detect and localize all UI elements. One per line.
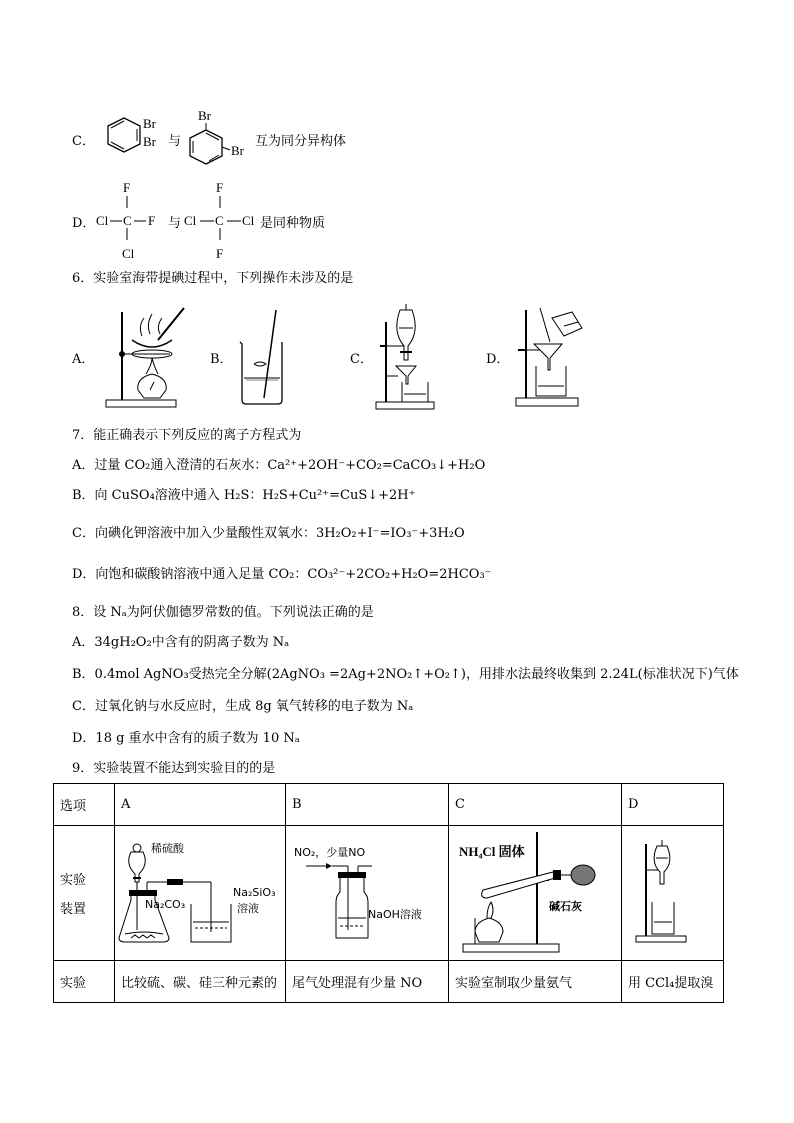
q7-option-b: B．向 CuSO₄溶液中通入 H₂S：H₂S+Cu²⁺=CuS↓+2H⁺ xyxy=(72,488,416,503)
row-label-line: 实验 xyxy=(60,873,87,888)
row-label-line: 装置 xyxy=(60,902,87,917)
table-header-cell: B xyxy=(286,784,449,826)
table-header-cell: D xyxy=(622,784,724,826)
q5-option-d xyxy=(72,178,492,262)
apparatus-d-cell xyxy=(622,826,724,961)
apparatus-c-diagram xyxy=(449,826,607,956)
table-cell: 实验室制取少量氨气 xyxy=(449,961,622,1003)
dibromobenzene-ortho-structure xyxy=(96,118,166,158)
svg-text:溶液: 溶液 xyxy=(237,902,259,915)
dichlorodifluoromethane-structure-2 xyxy=(184,178,264,262)
q5-d-connector: 与 xyxy=(168,216,182,231)
table-header-cell: C xyxy=(449,784,622,826)
apparatus-a-cell xyxy=(115,826,286,961)
svg-text:Cl: Cl xyxy=(184,213,197,228)
q9-stem: 9．实验装置不能达到实验目的的是 xyxy=(72,761,276,776)
option-label: D． xyxy=(72,216,96,231)
svg-text:Na₂SiO₃: Na₂SiO₃ xyxy=(233,886,276,899)
svg-text:F: F xyxy=(216,180,224,195)
beaker-with-stirring-rod xyxy=(236,308,288,408)
svg-text:Na₂CO₃: Na₂CO₃ xyxy=(145,898,186,911)
filtration-apparatus xyxy=(508,304,590,410)
apparatus-d-diagram xyxy=(622,826,712,956)
q6-option-c-label: C． xyxy=(350,352,373,367)
q6-option-d-label: D． xyxy=(486,352,510,367)
table-cell: 实验 xyxy=(54,961,115,1003)
table-cell: 用 CCl₄提取溴 xyxy=(622,961,724,1003)
svg-text:Br: Br xyxy=(143,134,156,149)
svg-text:Br: Br xyxy=(198,108,211,123)
dibromobenzene-meta-structure xyxy=(184,108,259,168)
svg-text:Cl: Cl xyxy=(122,246,135,261)
svg-text:NaOH溶液: NaOH溶液 xyxy=(368,908,422,921)
separatory-funnel-apparatus xyxy=(372,302,442,412)
svg-text:NO₂，少量NO: NO₂，少量NO xyxy=(294,846,366,859)
svg-text:Cl: Cl xyxy=(96,213,109,228)
table-cell: 比较硫、碳、硅三种元素的 xyxy=(115,961,286,1003)
svg-text:Br: Br xyxy=(231,143,244,158)
evaporation-dish-heating-apparatus xyxy=(100,304,192,410)
q7-option-c: C．向碘化钾溶液中加入少量酸性双氧水：3H₂O₂+I⁻=IO₃⁻+3H₂O xyxy=(72,526,465,541)
q9-table xyxy=(53,783,724,1003)
apparatus-c-cell xyxy=(449,826,622,961)
svg-text:F: F xyxy=(148,213,156,228)
q6-options xyxy=(0,300,794,415)
option-label: C． xyxy=(72,134,95,149)
q8-stem: 8．设 Nₐ为阿伏伽德罗常数的值。下列说法正确的是 xyxy=(72,605,374,620)
svg-text:Cl: Cl xyxy=(242,213,255,228)
q6-option-b-label: B． xyxy=(210,352,233,367)
svg-text:Br: Br xyxy=(143,116,156,131)
svg-text:碱石灰: 碱石灰 xyxy=(549,900,582,913)
q7-stem: 7．能正确表示下列反应的离子方程式为 xyxy=(72,428,302,443)
svg-text:C: C xyxy=(123,213,132,228)
q6-stem: 6．实验室海带提碘过程中，下列操作未涉及的是 xyxy=(72,271,354,286)
apparatus-b-diagram xyxy=(286,826,434,956)
q8-option-c: C．过氧化钠与水反应时，生成 8g 氧气转移的电子数为 Nₐ xyxy=(72,699,414,714)
q5-d-tail: 是同种物质 xyxy=(260,216,326,231)
q7-option-d: D．向饱和碳酸钠溶液中通入足量 CO₂：CO₃²⁻+2CO₂+H₂O=2HCO₃⁻ xyxy=(72,567,492,582)
table-header-cell: 选项 xyxy=(54,784,115,826)
table-header-cell: A xyxy=(115,784,286,826)
svg-text:NH₄Cl 固体: NH₄Cl 固体 xyxy=(459,844,525,859)
q6-option-a-label: A． xyxy=(72,352,95,367)
q5-c-tail: 互为同分异构体 xyxy=(255,134,347,149)
q7-option-a: A．过量 CO₂通入澄清的石灰水：Ca²⁺+2OH⁻+CO₂=CaCO₃↓+H₂O xyxy=(72,458,486,473)
apparatus-b-cell xyxy=(286,826,449,961)
q8-option-d: D．18 g 重水中含有的质子数为 10 Nₐ xyxy=(72,731,300,746)
svg-text:F: F xyxy=(123,180,131,195)
svg-text:F: F xyxy=(216,246,224,261)
table-cell: 尾气处理混有少量 NO xyxy=(286,961,449,1003)
q5-option-c xyxy=(72,108,492,168)
svg-text:C: C xyxy=(215,213,224,228)
row-label-apparatus xyxy=(54,826,115,961)
dichlorodifluoromethane-structure-1 xyxy=(96,178,168,262)
apparatus-a-diagram xyxy=(115,826,276,956)
q8-option-a: A．34gH₂O₂中含有的阴离子数为 Nₐ xyxy=(72,635,290,650)
q8-option-b: B．0.4mol AgNO₃受热完全分解(2AgNO₃ =2Ag+2NO₂↑+O₂↑)，用排水法最终收集到 2.24L(标准状况下)气体 xyxy=(72,667,739,682)
q5-c-connector: 与 xyxy=(168,134,182,149)
svg-text:稀硫酸: 稀硫酸 xyxy=(151,842,184,855)
